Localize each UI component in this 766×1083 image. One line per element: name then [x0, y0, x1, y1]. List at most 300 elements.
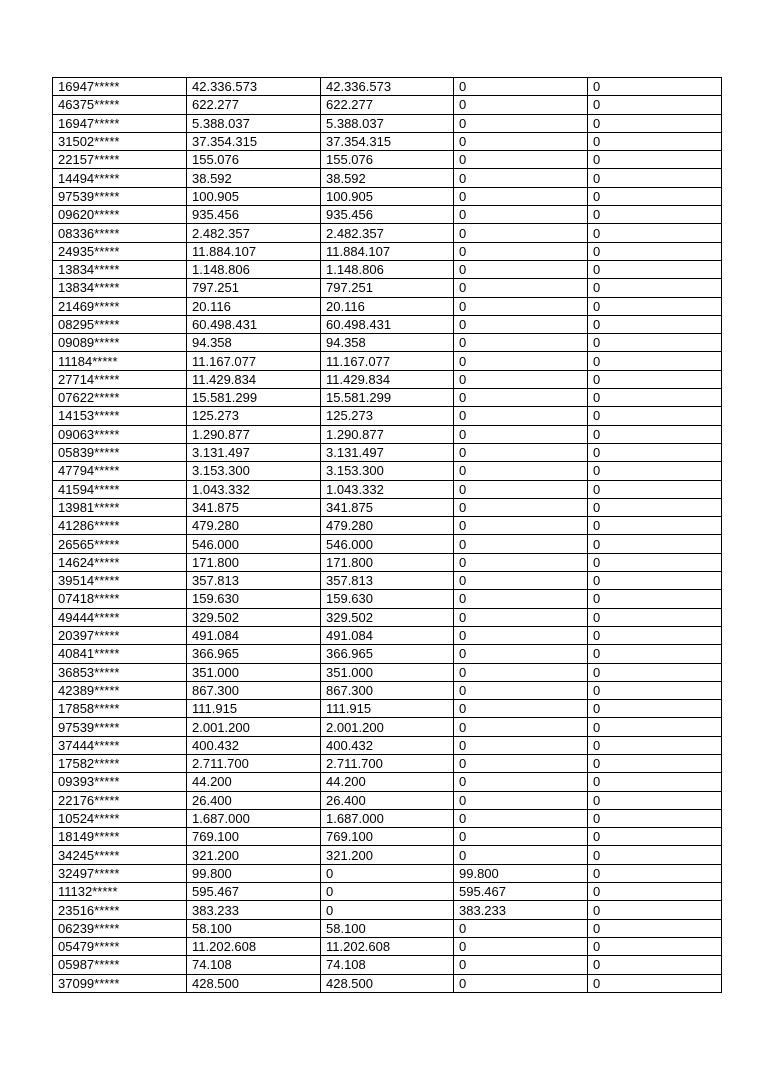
amount-total-cell: 58.100: [187, 919, 321, 937]
table-row: [53, 114, 722, 132]
table-row: [53, 206, 722, 224]
amount-col4-cell: 0: [454, 681, 588, 699]
table-row: [53, 517, 722, 535]
amount-col4-cell: 0: [454, 937, 588, 955]
amount-col5-cell: 0: [588, 389, 722, 407]
amount-col3-cell: 11.429.834: [321, 370, 454, 388]
amount-col5-cell: 0: [588, 864, 722, 882]
table-row: [53, 151, 722, 169]
amount-total-cell: 622.277: [187, 96, 321, 114]
table-row: [53, 590, 722, 608]
amount-col3-cell: 171.800: [321, 553, 454, 571]
amount-col5-cell: 0: [588, 883, 722, 901]
amount-col4-cell: 0: [454, 206, 588, 224]
amount-col4-cell: 0: [454, 169, 588, 187]
id-cell: 22176*****: [53, 791, 187, 809]
table-row: [53, 736, 722, 754]
id-cell: 09620*****: [53, 206, 187, 224]
id-cell: 40841*****: [53, 645, 187, 663]
table-row: [53, 956, 722, 974]
amount-col3-cell: 0: [321, 883, 454, 901]
amount-total-cell: 351.000: [187, 663, 321, 681]
amount-total-cell: 1.043.332: [187, 480, 321, 498]
id-cell: 18149*****: [53, 828, 187, 846]
amount-col5-cell: 0: [588, 974, 722, 992]
amount-col4-cell: 0: [454, 645, 588, 663]
id-cell: 41594*****: [53, 480, 187, 498]
amount-total-cell: 2.711.700: [187, 754, 321, 772]
amount-total-cell: 546.000: [187, 535, 321, 553]
id-cell: 26565*****: [53, 535, 187, 553]
amount-col3-cell: 0: [321, 864, 454, 882]
amount-col3-cell: 74.108: [321, 956, 454, 974]
amount-col3-cell: 1.043.332: [321, 480, 454, 498]
id-cell: 13981*****: [53, 498, 187, 516]
amount-col3-cell: 1.290.877: [321, 425, 454, 443]
amount-col5-cell: 0: [588, 132, 722, 150]
amount-col3-cell: 125.273: [321, 407, 454, 425]
amount-col3-cell: 42.336.573: [321, 78, 454, 96]
amount-col3-cell: 366.965: [321, 645, 454, 663]
amount-col3-cell: 3.131.497: [321, 443, 454, 461]
table-row: [53, 132, 722, 150]
table-row: [53, 352, 722, 370]
amount-total-cell: 11.167.077: [187, 352, 321, 370]
table-row: [53, 224, 722, 242]
table-row: [53, 754, 722, 772]
amount-col4-cell: 0: [454, 370, 588, 388]
id-cell: 17858*****: [53, 700, 187, 718]
amount-col4-cell: 383.233: [454, 901, 588, 919]
amount-col5-cell: 0: [588, 242, 722, 260]
amount-total-cell: 20.116: [187, 297, 321, 315]
amount-col5-cell: 0: [588, 572, 722, 590]
table-row: [53, 846, 722, 864]
table-row: [53, 553, 722, 571]
amount-col3-cell: 5.388.037: [321, 114, 454, 132]
amount-col4-cell: 0: [454, 352, 588, 370]
table-row: [53, 626, 722, 644]
amount-col4-cell: 0: [454, 114, 588, 132]
amount-col4-cell: 0: [454, 297, 588, 315]
table-row: [53, 242, 722, 260]
amount-col5-cell: 0: [588, 956, 722, 974]
amount-col5-cell: 0: [588, 114, 722, 132]
amount-col4-cell: 0: [454, 260, 588, 278]
table-row: [53, 974, 722, 992]
data-table: [52, 77, 722, 993]
amount-total-cell: 15.581.299: [187, 389, 321, 407]
amount-col5-cell: 0: [588, 773, 722, 791]
amount-col3-cell: 546.000: [321, 535, 454, 553]
amount-col5-cell: 0: [588, 498, 722, 516]
amount-col3-cell: 159.630: [321, 590, 454, 608]
amount-col5-cell: 0: [588, 462, 722, 480]
id-cell: 05839*****: [53, 443, 187, 461]
id-cell: 05479*****: [53, 937, 187, 955]
table-row: [53, 828, 722, 846]
amount-col4-cell: 0: [454, 389, 588, 407]
amount-col3-cell: 797.251: [321, 279, 454, 297]
amount-total-cell: 125.273: [187, 407, 321, 425]
amount-col5-cell: 0: [588, 645, 722, 663]
table-row: [53, 791, 722, 809]
amount-total-cell: 357.813: [187, 572, 321, 590]
amount-col3-cell: 58.100: [321, 919, 454, 937]
amount-col5-cell: 0: [588, 828, 722, 846]
id-cell: 08295*****: [53, 315, 187, 333]
amount-col5-cell: 0: [588, 901, 722, 919]
amount-total-cell: 321.200: [187, 846, 321, 864]
amount-col4-cell: 0: [454, 187, 588, 205]
amount-col3-cell: 38.592: [321, 169, 454, 187]
amount-total-cell: 74.108: [187, 956, 321, 974]
amount-col3-cell: 1.687.000: [321, 809, 454, 827]
id-cell: 39514*****: [53, 572, 187, 590]
table-row: [53, 443, 722, 461]
table-row: [53, 260, 722, 278]
amount-total-cell: 3.153.300: [187, 462, 321, 480]
amount-total-cell: 171.800: [187, 553, 321, 571]
amount-total-cell: 769.100: [187, 828, 321, 846]
amount-col4-cell: 0: [454, 754, 588, 772]
amount-total-cell: 428.500: [187, 974, 321, 992]
amount-col4-cell: 0: [454, 700, 588, 718]
amount-col4-cell: 0: [454, 151, 588, 169]
table-row: [53, 718, 722, 736]
amount-col5-cell: 0: [588, 754, 722, 772]
amount-col4-cell: 0: [454, 480, 588, 498]
amount-col3-cell: 11.884.107: [321, 242, 454, 260]
amount-total-cell: 1.148.806: [187, 260, 321, 278]
id-cell: 23516*****: [53, 901, 187, 919]
id-cell: 37444*****: [53, 736, 187, 754]
amount-col3-cell: 479.280: [321, 517, 454, 535]
amount-total-cell: 400.432: [187, 736, 321, 754]
amount-col3-cell: 321.200: [321, 846, 454, 864]
amount-col5-cell: 0: [588, 535, 722, 553]
table-row: [53, 535, 722, 553]
amount-col4-cell: 0: [454, 425, 588, 443]
amount-col5-cell: 0: [588, 370, 722, 388]
amount-col3-cell: 769.100: [321, 828, 454, 846]
amount-col3-cell: 60.498.431: [321, 315, 454, 333]
amount-total-cell: 42.336.573: [187, 78, 321, 96]
table-row: [53, 389, 722, 407]
amount-col4-cell: 0: [454, 315, 588, 333]
amount-col3-cell: 357.813: [321, 572, 454, 590]
amount-col5-cell: 0: [588, 224, 722, 242]
amount-col3-cell: 329.502: [321, 608, 454, 626]
amount-col4-cell: 0: [454, 828, 588, 846]
amount-col4-cell: 99.800: [454, 864, 588, 882]
amount-col4-cell: 0: [454, 974, 588, 992]
amount-total-cell: 797.251: [187, 279, 321, 297]
id-cell: 09063*****: [53, 425, 187, 443]
id-cell: 16947*****: [53, 114, 187, 132]
amount-col5-cell: 0: [588, 425, 722, 443]
amount-col5-cell: 0: [588, 681, 722, 699]
amount-col4-cell: 0: [454, 956, 588, 974]
amount-col5-cell: 0: [588, 736, 722, 754]
amount-total-cell: 1.687.000: [187, 809, 321, 827]
table-row: [53, 462, 722, 480]
amount-col5-cell: 0: [588, 443, 722, 461]
amount-col5-cell: 0: [588, 937, 722, 955]
amount-col5-cell: 0: [588, 718, 722, 736]
amount-col3-cell: 491.084: [321, 626, 454, 644]
amount-col4-cell: 0: [454, 590, 588, 608]
id-cell: 13834*****: [53, 260, 187, 278]
amount-col5-cell: 0: [588, 590, 722, 608]
table-row: [53, 334, 722, 352]
amount-total-cell: 1.290.877: [187, 425, 321, 443]
amount-total-cell: 479.280: [187, 517, 321, 535]
amount-col3-cell: 100.905: [321, 187, 454, 205]
amount-col3-cell: 622.277: [321, 96, 454, 114]
amount-total-cell: 155.076: [187, 151, 321, 169]
amount-total-cell: 383.233: [187, 901, 321, 919]
table-row: [53, 645, 722, 663]
amount-col5-cell: 0: [588, 791, 722, 809]
amount-col5-cell: 0: [588, 187, 722, 205]
amount-col5-cell: 0: [588, 151, 722, 169]
amount-total-cell: 3.131.497: [187, 443, 321, 461]
amount-total-cell: 159.630: [187, 590, 321, 608]
table-row: [53, 572, 722, 590]
amount-total-cell: 2.482.357: [187, 224, 321, 242]
id-cell: 27714*****: [53, 370, 187, 388]
amount-col4-cell: 0: [454, 718, 588, 736]
table-row: [53, 96, 722, 114]
id-cell: 10524*****: [53, 809, 187, 827]
amount-col5-cell: 0: [588, 260, 722, 278]
amount-total-cell: 100.905: [187, 187, 321, 205]
id-cell: 11184*****: [53, 352, 187, 370]
id-cell: 09089*****: [53, 334, 187, 352]
amount-col3-cell: 11.202.608: [321, 937, 454, 955]
id-cell: 20397*****: [53, 626, 187, 644]
id-cell: 11132*****: [53, 883, 187, 901]
id-cell: 07622*****: [53, 389, 187, 407]
amount-total-cell: 38.592: [187, 169, 321, 187]
table-row: [53, 169, 722, 187]
amount-col4-cell: 0: [454, 96, 588, 114]
amount-total-cell: 60.498.431: [187, 315, 321, 333]
amount-col4-cell: 0: [454, 919, 588, 937]
amount-col3-cell: 26.400: [321, 791, 454, 809]
table-row: [53, 407, 722, 425]
amount-col5-cell: 0: [588, 919, 722, 937]
amount-total-cell: 491.084: [187, 626, 321, 644]
amount-col3-cell: 155.076: [321, 151, 454, 169]
amount-col3-cell: 400.432: [321, 736, 454, 754]
id-cell: 34245*****: [53, 846, 187, 864]
amount-col4-cell: 0: [454, 809, 588, 827]
id-cell: 09393*****: [53, 773, 187, 791]
id-cell: 97539*****: [53, 187, 187, 205]
amount-col4-cell: 0: [454, 846, 588, 864]
amount-total-cell: 11.429.834: [187, 370, 321, 388]
amount-col4-cell: 0: [454, 279, 588, 297]
table-row: [53, 279, 722, 297]
id-cell: 47794*****: [53, 462, 187, 480]
table-row: [53, 681, 722, 699]
amount-col4-cell: 0: [454, 535, 588, 553]
amount-total-cell: 595.467: [187, 883, 321, 901]
amount-col5-cell: 0: [588, 608, 722, 626]
amount-total-cell: 341.875: [187, 498, 321, 516]
amount-col3-cell: 428.500: [321, 974, 454, 992]
amount-col4-cell: 0: [454, 334, 588, 352]
amount-col5-cell: 0: [588, 297, 722, 315]
amount-col3-cell: 2.711.700: [321, 754, 454, 772]
amount-col5-cell: 0: [588, 663, 722, 681]
table-row: [53, 498, 722, 516]
id-cell: 49444*****: [53, 608, 187, 626]
amount-col3-cell: 0: [321, 901, 454, 919]
id-cell: 14624*****: [53, 553, 187, 571]
id-cell: 08336*****: [53, 224, 187, 242]
amount-col3-cell: 351.000: [321, 663, 454, 681]
amount-col4-cell: 0: [454, 132, 588, 150]
amount-col3-cell: 20.116: [321, 297, 454, 315]
amount-col4-cell: 0: [454, 773, 588, 791]
amount-col3-cell: 37.354.315: [321, 132, 454, 150]
amount-col4-cell: 0: [454, 663, 588, 681]
amount-col4-cell: 0: [454, 224, 588, 242]
id-cell: 46375*****: [53, 96, 187, 114]
amount-col4-cell: 0: [454, 443, 588, 461]
table-row: [53, 187, 722, 205]
table-row: [53, 370, 722, 388]
amount-col5-cell: 0: [588, 334, 722, 352]
amount-total-cell: 935.456: [187, 206, 321, 224]
amount-total-cell: 5.388.037: [187, 114, 321, 132]
amount-col3-cell: 111.915: [321, 700, 454, 718]
amount-col4-cell: 0: [454, 517, 588, 535]
amount-col5-cell: 0: [588, 700, 722, 718]
amount-total-cell: 11.202.608: [187, 937, 321, 955]
table-row: [53, 663, 722, 681]
amount-col5-cell: 0: [588, 352, 722, 370]
amount-col4-cell: 0: [454, 553, 588, 571]
id-cell: 32497*****: [53, 864, 187, 882]
id-cell: 42389*****: [53, 681, 187, 699]
table-row: [53, 864, 722, 882]
amount-col3-cell: 44.200: [321, 773, 454, 791]
amount-col3-cell: 94.358: [321, 334, 454, 352]
id-cell: 14153*****: [53, 407, 187, 425]
amount-col5-cell: 0: [588, 169, 722, 187]
table-row: [53, 78, 722, 96]
id-cell: 05987*****: [53, 956, 187, 974]
amount-col5-cell: 0: [588, 315, 722, 333]
amount-col3-cell: 1.148.806: [321, 260, 454, 278]
amount-col3-cell: 3.153.300: [321, 462, 454, 480]
table-row: [53, 773, 722, 791]
id-cell: 14494*****: [53, 169, 187, 187]
id-cell: 97539*****: [53, 718, 187, 736]
amount-total-cell: 99.800: [187, 864, 321, 882]
amount-col4-cell: 0: [454, 626, 588, 644]
amount-col4-cell: 0: [454, 498, 588, 516]
amount-col5-cell: 0: [588, 553, 722, 571]
amount-col5-cell: 0: [588, 96, 722, 114]
amount-col3-cell: 15.581.299: [321, 389, 454, 407]
table-row: [53, 480, 722, 498]
table-row: [53, 809, 722, 827]
amount-col4-cell: 595.467: [454, 883, 588, 901]
amount-col3-cell: 867.300: [321, 681, 454, 699]
table-row: [53, 315, 722, 333]
id-cell: 06239*****: [53, 919, 187, 937]
table-row: [53, 425, 722, 443]
table-row: [53, 901, 722, 919]
table-row: [53, 608, 722, 626]
amount-total-cell: 329.502: [187, 608, 321, 626]
id-cell: 36853*****: [53, 663, 187, 681]
amount-col5-cell: 0: [588, 279, 722, 297]
amount-col5-cell: 0: [588, 407, 722, 425]
amount-col4-cell: 0: [454, 791, 588, 809]
amount-total-cell: 867.300: [187, 681, 321, 699]
amount-col5-cell: 0: [588, 809, 722, 827]
amount-col4-cell: 0: [454, 462, 588, 480]
table-row: [53, 297, 722, 315]
id-cell: 24935*****: [53, 242, 187, 260]
table-row: [53, 937, 722, 955]
amount-col4-cell: 0: [454, 407, 588, 425]
amount-total-cell: 26.400: [187, 791, 321, 809]
amount-total-cell: 2.001.200: [187, 718, 321, 736]
amount-col4-cell: 0: [454, 78, 588, 96]
table-row: [53, 883, 722, 901]
amount-col5-cell: 0: [588, 78, 722, 96]
id-cell: 21469*****: [53, 297, 187, 315]
amount-col3-cell: 935.456: [321, 206, 454, 224]
amount-col3-cell: 2.001.200: [321, 718, 454, 736]
id-cell: 13834*****: [53, 279, 187, 297]
amount-col3-cell: 2.482.357: [321, 224, 454, 242]
amount-total-cell: 366.965: [187, 645, 321, 663]
amount-col5-cell: 0: [588, 846, 722, 864]
amount-total-cell: 111.915: [187, 700, 321, 718]
amount-col3-cell: 11.167.077: [321, 352, 454, 370]
amount-col4-cell: 0: [454, 572, 588, 590]
amount-total-cell: 37.354.315: [187, 132, 321, 150]
amount-col5-cell: 0: [588, 626, 722, 644]
amount-col4-cell: 0: [454, 242, 588, 260]
id-cell: 37099*****: [53, 974, 187, 992]
id-cell: 16947*****: [53, 78, 187, 96]
amount-col5-cell: 0: [588, 206, 722, 224]
amount-col4-cell: 0: [454, 608, 588, 626]
amount-total-cell: 11.884.107: [187, 242, 321, 260]
id-cell: 07418*****: [53, 590, 187, 608]
id-cell: 41286*****: [53, 517, 187, 535]
amount-col5-cell: 0: [588, 480, 722, 498]
id-cell: 22157*****: [53, 151, 187, 169]
amount-total-cell: 44.200: [187, 773, 321, 791]
id-cell: 17582*****: [53, 754, 187, 772]
amount-col3-cell: 341.875: [321, 498, 454, 516]
table-row: [53, 700, 722, 718]
table-body: [53, 78, 722, 993]
amount-col5-cell: 0: [588, 517, 722, 535]
amount-total-cell: 94.358: [187, 334, 321, 352]
table-row: [53, 919, 722, 937]
